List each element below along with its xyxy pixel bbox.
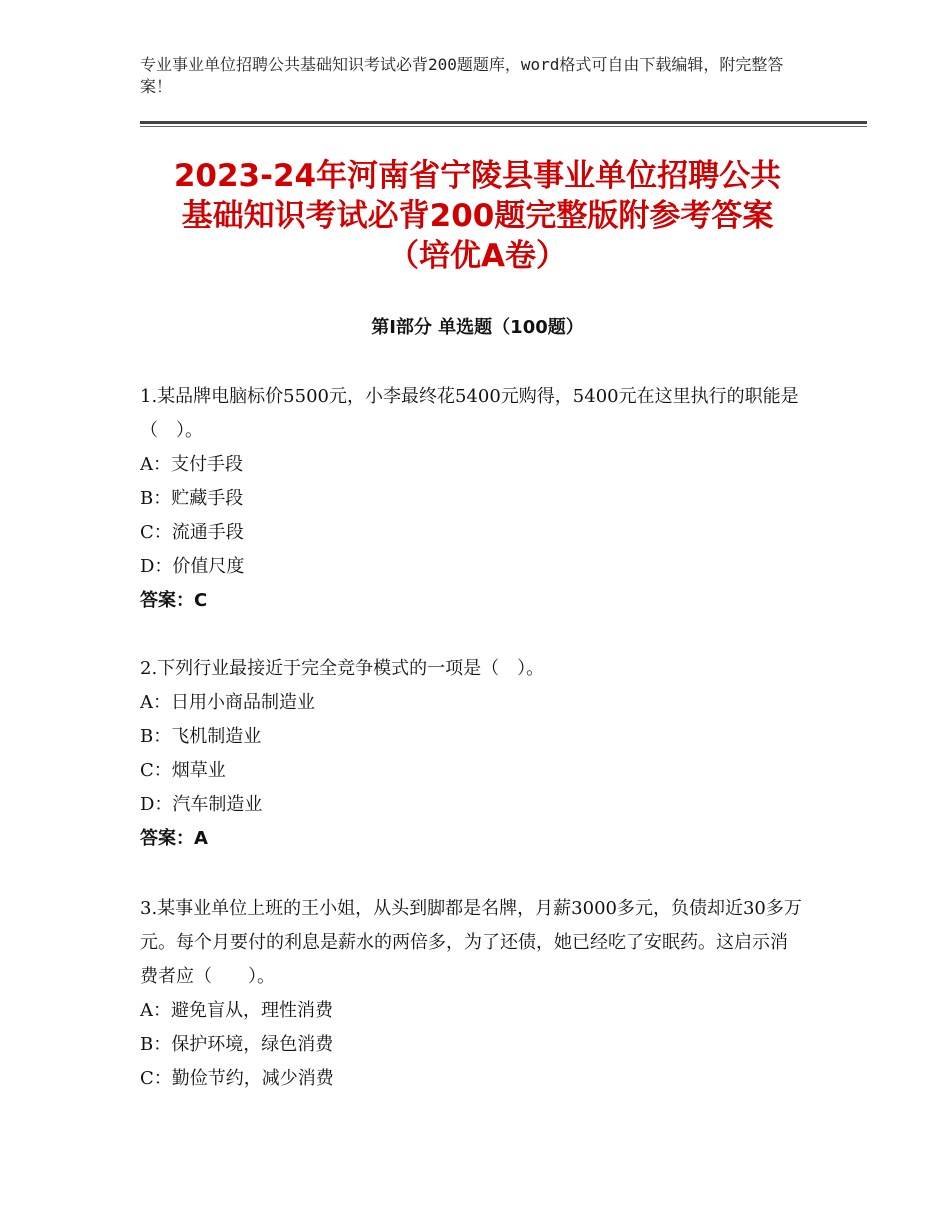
header-divider-thick bbox=[140, 121, 867, 124]
header-divider-thin bbox=[140, 126, 867, 127]
section-heading: 第Ⅰ部分 单选题（100题） bbox=[371, 317, 584, 338]
option-a: A：避免盲从，理性消费 bbox=[140, 1000, 333, 1021]
option-c: C：流通手段 bbox=[140, 522, 244, 543]
question-3 bbox=[140, 892, 805, 1096]
question-stem: 3.某事业单位上班的王小姐，从头到脚都是名牌，月薪3000多元，负债却近30多万元。每个月要付的利息是薪水的两倍多，为了还债，她已经吃了安眠药。这启示消费者应（ ）。 bbox=[140, 898, 802, 987]
option-c: C：勤俭节约，减少消费 bbox=[140, 1068, 334, 1089]
option-a: A：日用小商品制造业 bbox=[140, 692, 315, 713]
title-line-3: （培优A卷） bbox=[388, 238, 567, 274]
header-note: 专业事业单位招聘公共基础知识考试必背200题题库，word格式可自由下载编辑，附完整答案！ bbox=[140, 55, 784, 96]
answer: 答案：A bbox=[140, 828, 208, 849]
question-stem: 1.某品牌电脑标价5500元，小李最终花5400元购得，5400元在这里执行的职能是（ ）。 bbox=[140, 386, 799, 441]
title-line-1: 2023-24年河南省宁陵县事业单位招聘公共 bbox=[173, 158, 782, 194]
question-stem: 2.下列行业最接近于完全竞争模式的一项是（ ）。 bbox=[140, 658, 545, 679]
option-d: D：汽车制造业 bbox=[140, 794, 263, 815]
option-a: A：支付手段 bbox=[140, 454, 243, 475]
option-b: B：飞机制造业 bbox=[140, 726, 262, 747]
title-line-2: 基础知识考试必背200题完整版附参考答案 bbox=[181, 198, 774, 234]
option-b: B：保护环境，绿色消费 bbox=[140, 1034, 334, 1055]
option-d: D：价值尺度 bbox=[140, 556, 245, 577]
option-b: B：贮藏手段 bbox=[140, 488, 244, 509]
option-c: C：烟草业 bbox=[140, 760, 226, 781]
document-title bbox=[140, 156, 815, 276]
answer: 答案：C bbox=[140, 590, 208, 611]
question-1 bbox=[140, 380, 805, 618]
question-2 bbox=[140, 652, 805, 856]
